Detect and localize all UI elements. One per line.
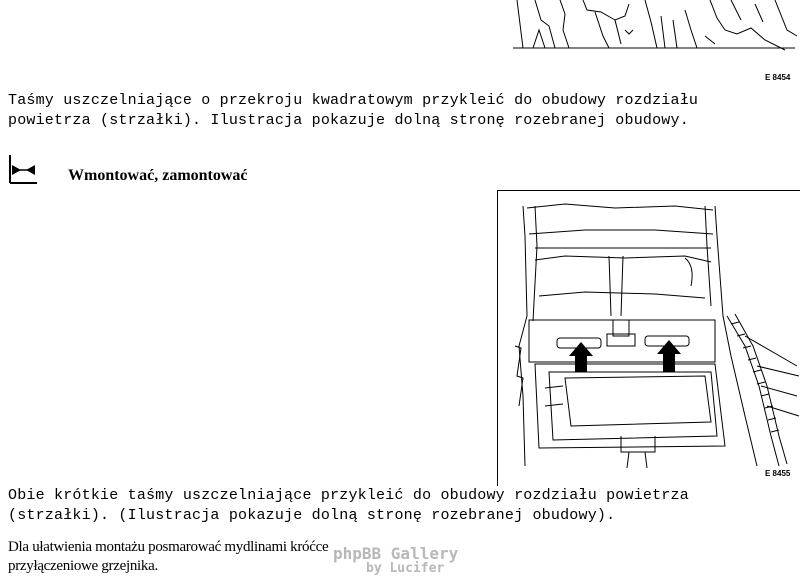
paragraph-1-line-1: Taśmy uszczelniające o przekroju kwadratowym przykleić do obudowy rozdziału [8, 92, 699, 109]
main-figure-drawing [505, 196, 800, 471]
arrow-left [569, 342, 593, 372]
paragraph-1-line-2: powietrza (strzałki). Ilustracja pokazuje dolną stronę rozebranej obudowy. [8, 112, 689, 129]
figure-code-main: E 8455 [765, 469, 791, 478]
section-heading: Wmontować, zamontować [68, 167, 248, 184]
paragraph-2-line-1: Obie krótkie taśmy uszczelniające przykleić do obudowy rozdziału powietrza [8, 487, 689, 504]
figure-code-top: E 8454 [765, 73, 791, 82]
arrow-right [657, 340, 681, 372]
paragraph-3-line-2: przyłączeniowe grzejnika. [8, 558, 158, 574]
paragraph-2-line-2: (strzałki). (Ilustracja pokazuje dolną stronę rozebranej obudowy). [8, 507, 616, 524]
watermark-line-2: by Lucifer [366, 561, 445, 576]
paragraph-3-line-1: Dla ułatwienia montażu posmarować mydlinami króćce [8, 539, 329, 555]
top-figure-drawing [505, 0, 800, 52]
install-arrows-icon [9, 154, 38, 184]
watermark-line-1: phpBB Gallery [333, 544, 459, 563]
